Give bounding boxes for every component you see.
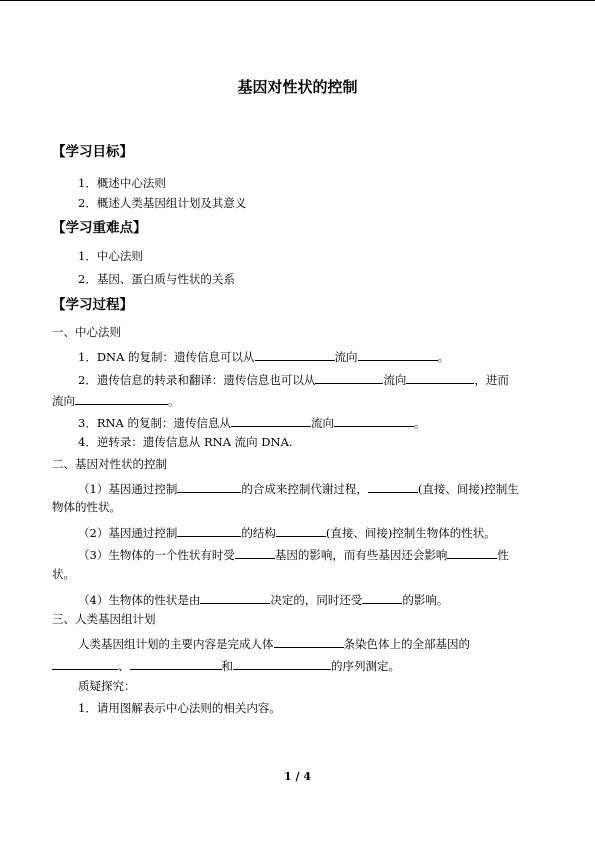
section-heading-goals: 【学习目标】 <box>52 144 133 160</box>
q-text: 的结构 <box>241 526 276 540</box>
page-number: 1 / 4 <box>284 770 311 783</box>
part2-question-4 <box>78 592 448 607</box>
blank <box>362 592 402 604</box>
blank <box>177 481 241 493</box>
q-text: 流向 <box>311 416 334 430</box>
q-text: （1）基因通过控制 <box>78 482 178 496</box>
blank <box>274 636 344 648</box>
q-text: 、 <box>118 659 130 673</box>
part2-question-2 <box>78 525 496 540</box>
part1-question-4: 4．逆转录：遗传信息从 RNA 流向 DNA. <box>78 435 293 449</box>
q-text: (直接、间接)控制生 <box>417 482 519 496</box>
q-text: 性 <box>497 548 509 562</box>
q-text: 3．RNA 的复制：遗传信息从 <box>78 416 231 430</box>
part3-heading: 三、人类基因组计划 <box>52 612 156 626</box>
section-heading-key-points: 【学习重难点】 <box>52 220 147 236</box>
blank <box>447 547 497 559</box>
part1-question-1 <box>78 349 449 364</box>
part3-line-1 <box>78 636 470 651</box>
q-text: 。 <box>168 394 180 408</box>
blank <box>255 349 335 361</box>
blank <box>233 658 331 670</box>
key-point-item-1: 1．中心法则 <box>78 249 143 263</box>
header-rule <box>0 0 595 1</box>
inquiry-heading: 质疑探究： <box>78 679 136 693</box>
part3-line-2 <box>52 658 400 673</box>
q-text: (直接、间接)控制生物体的性状。 <box>325 526 496 540</box>
blank <box>358 349 438 361</box>
blank <box>130 658 222 670</box>
q-text: 条染色体上的全部基因的 <box>343 637 470 651</box>
blank <box>368 481 418 493</box>
blank <box>406 372 474 384</box>
part1-question-2 <box>78 372 509 387</box>
part1-question-2-cont <box>52 393 180 408</box>
part1-question-3 <box>78 415 426 430</box>
q-text: 的影响。 <box>402 593 449 607</box>
q-text: 基因的影响，而有些基因还会影响 <box>274 548 448 562</box>
q-text: 和 <box>221 659 233 673</box>
part2-question-3-cont: 状。 <box>52 567 75 581</box>
q-text: （4）生物体的性状是由 <box>78 593 201 607</box>
q-text: 流向 <box>334 350 358 364</box>
q-text: 人类基因组计划的主要内容是完成人体 <box>78 637 274 651</box>
inquiry-question-1: 1．请用图解表示中心法则的相关内容。 <box>78 701 281 715</box>
blank <box>315 372 383 384</box>
q-text: 流向 <box>383 373 407 387</box>
section-heading-process: 【学习过程】 <box>52 297 133 313</box>
q-text: （2）基因通过控制 <box>78 526 178 540</box>
blank <box>52 658 118 670</box>
goal-item-1: 1．概述中心法则 <box>78 176 166 190</box>
q-text: （3）生物体的一个性状有时受 <box>78 548 235 562</box>
key-point-item-2: 2．基因、蛋白质与性状的关系 <box>78 272 235 286</box>
part2-question-3 <box>78 547 509 562</box>
q-text: 。 <box>437 350 450 364</box>
blank <box>231 415 311 427</box>
part2-question-1-cont: 物体的性状。 <box>52 500 121 514</box>
part2-heading: 二、基因对性状的控制 <box>52 457 167 471</box>
q-text: 1．DNA 的复制：遗传信息可以从 <box>78 350 255 364</box>
q-text: 的合成来控制代谢过程， <box>241 482 368 496</box>
part2-question-1 <box>78 481 519 496</box>
q-text: 的序列测定。 <box>331 659 400 673</box>
blank <box>276 525 326 537</box>
q-text: 流向 <box>52 394 75 408</box>
blank <box>235 547 275 559</box>
blank <box>75 393 168 405</box>
part1-heading: 一、中心法则 <box>52 325 121 339</box>
q-text: 。 <box>414 416 426 430</box>
blank <box>200 592 270 604</box>
goal-item-2: 2．概述人类基因组计划及其意义 <box>78 196 247 210</box>
blank <box>334 415 414 427</box>
q-text: 2．遗传信息的转录和翻译：遗传信息也可以从 <box>78 373 316 387</box>
document-title: 基因对性状的控制 <box>237 78 358 96</box>
q-text: ，进而 <box>474 373 509 387</box>
q-text: 决定的，同时还受 <box>270 593 363 607</box>
blank <box>177 525 241 537</box>
